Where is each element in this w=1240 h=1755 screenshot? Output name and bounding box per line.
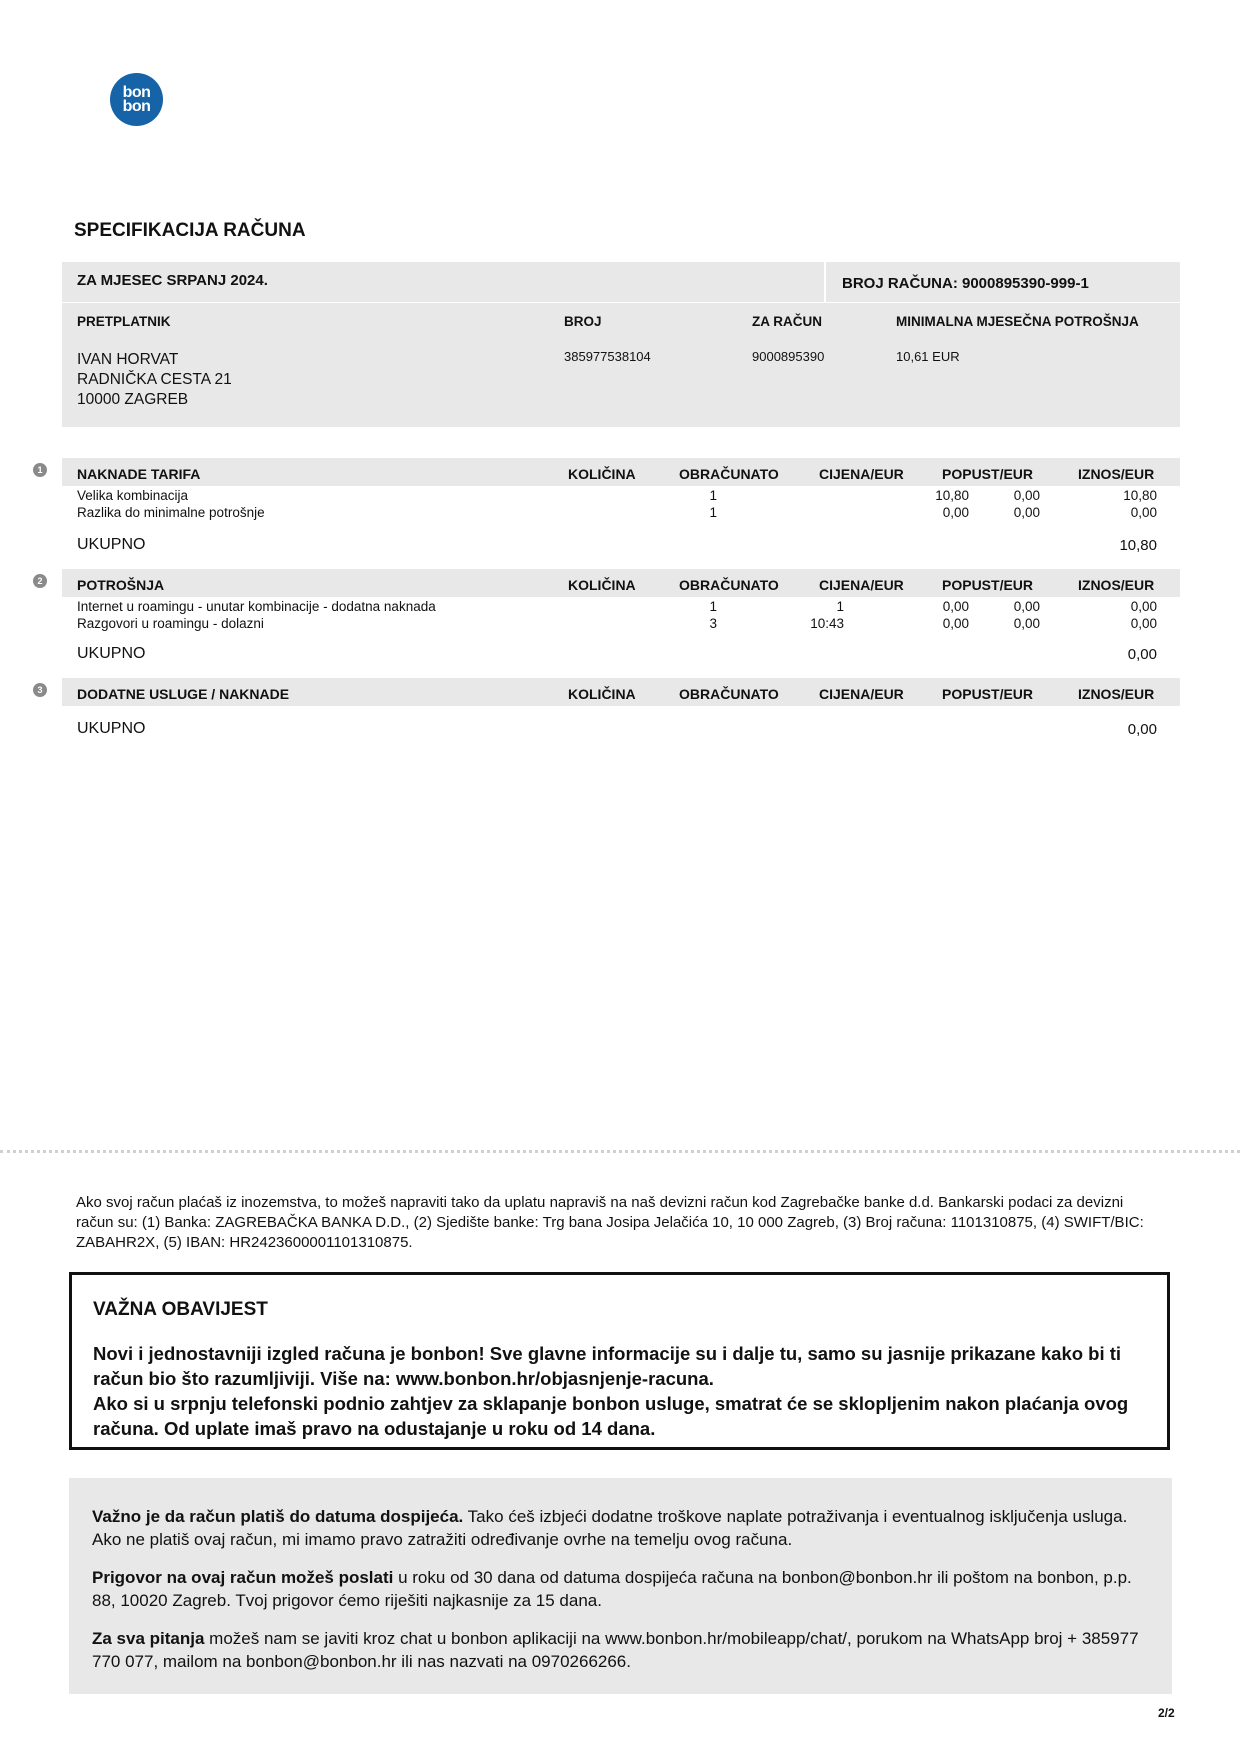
item-price: 0,00 [942,616,969,631]
account-number: 9000895390 [752,349,825,364]
contact-paragraph [92,1627,1152,1673]
due-date-paragraph [92,1505,1152,1551]
invoice-number-cell [824,262,1182,302]
table-row [62,505,1180,522]
min-spend-header: MINIMALNA MJESEČNA POTROŠNJA [896,314,1139,329]
col-qty-header: KOLIČINA [568,686,636,702]
bonbon-logo [110,73,163,126]
section-title: POTROŠNJA [77,577,165,593]
complaint-paragraph [92,1566,1152,1612]
section-title: DODATNE USLUGE / NAKNADE [77,686,290,702]
subscriber-header: PRETPLATNIK [77,314,171,329]
item-amount: 0,00 [1130,599,1157,614]
table-row [62,616,1180,633]
billing-month: ZA MJESEC SRPANJ 2024. [77,272,268,289]
item-qty: 3 [709,616,717,631]
logo-line-2: bon [122,97,151,115]
col-billed-header: OBRAČUNATO [679,466,779,482]
section-3-number-icon: 3 [33,683,47,697]
col-billed-header: OBRAČUNATO [679,577,779,593]
total-label: UKUPNO [77,645,146,662]
col-price-header: CIJENA/EUR [819,577,904,593]
item-discount: 0,00 [1013,505,1040,520]
complaint-text: u roku od 30 dana od datuma dospijeća računa na bonbon@bonbon.hr ili poštom na bonbon, p.p. 88, 10020 Zagreb. Tvoj prigovor ćemo riješiti najkasnije za 15 dana. [92,1568,1132,1610]
item-discount: 0,00 [1013,599,1040,614]
foreign-payment-info: Ako svoj račun plaćaš iz inozemstva, to možeš napraviti tako da uplatu napraviš na naš devizni račun kod Zagrebačke banke d.d. Bankarski podaci za devizni račun su: (1) Banka: ZAGREBAČKA BANKA D.D., (2) Sjedište banke: Trg bana Josipa Jelačića 10, 10 000 Zagreb, (3) Broj računa: 1101310875, (4) SWIFT/BIC: ZABAHR2X, (5) IBAN: HR2423600001101310875. [76,1194,1144,1251]
subscriber-street: RADNIČKA CESTA 21 [77,371,232,388]
item-billed: 1 [836,599,844,614]
phone-number: 385977538104 [564,349,651,364]
total-value: 0,00 [1127,721,1157,738]
col-price-header: CIJENA/EUR [819,466,904,482]
invoice-number: BROJ RAČUNA: 9000895390-999-1 [842,275,1089,292]
due-date-text: Tako ćeš izbjeći dodatne troškove naplate potraživanja i eventualnog isključenja usluga. Ako ne platiš ovaj račun, mi imamo pravo zatražiti određivanje ovrhe na temelju ovog računa. [92,1507,1128,1549]
col-amount-header: IZNOS/EUR [1078,577,1155,593]
section-2-total [62,645,1180,667]
item-name: Razgovori u roamingu - dolazni [77,616,264,631]
total-label: UKUPNO [77,720,146,737]
page-number: 2/2 [1158,1706,1175,1720]
item-amount: 0,00 [1130,616,1157,631]
item-name: Razlika do minimalne potrošnje [77,505,265,520]
col-qty-header: KOLIČINA [568,577,636,593]
total-value: 0,00 [1127,646,1157,663]
page-title: SPECIFIKACIJA RAČUNA [74,220,306,241]
notice-body [93,1341,1143,1441]
total-label: UKUPNO [77,536,146,553]
logo-line-1: bon [122,83,151,101]
section-1-header [62,458,1180,486]
item-amount: 10,80 [1123,488,1157,503]
item-price: 0,00 [942,599,969,614]
item-name: Velika kombinacija [77,488,189,503]
col-discount-header: POPUST/EUR [942,577,1034,593]
info-header-row [62,262,1180,303]
col-amount-header: IZNOS/EUR [1078,686,1155,702]
item-name: Internet u roamingu - unutar kombinacije - dodatna naknada [77,599,436,614]
table-row [62,488,1180,505]
table-row [62,599,1180,616]
section-1-total [62,536,1180,558]
dotted-divider [0,1150,1240,1153]
item-discount: 0,00 [1013,488,1040,503]
item-qty: 1 [709,505,717,520]
notice-paragraph-2: Ako si u srpnju telefonski podnio zahtjev za sklapanje bonbon usluge, smatrat će se sklopljenim nakon plaćanja ovog računa. Od uplate imaš pravo na odustajanje u roku od 14 dana. [93,1393,1129,1439]
contact-text: možeš nam se javiti kroz chat u bonbon aplikaciji na www.bonbon.hr/mobileapp/chat/, porukom na WhatsApp broj + 385977 770 077, mailom na bonbon@bonbon.hr ili nas nazvati na 0970266266. [92,1629,1139,1671]
item-price: 0,00 [942,505,969,520]
item-qty: 1 [709,599,717,614]
contact-bold: Za sva pitanja [92,1629,205,1648]
number-header: BROJ [564,314,602,329]
col-amount-header: IZNOS/EUR [1078,466,1155,482]
min-spend-value: 10,61 EUR [896,349,960,364]
item-amount: 0,00 [1130,505,1157,520]
col-price-header: CIJENA/EUR [819,686,904,702]
item-price: 10,80 [935,488,969,503]
due-date-bold: Važno je da račun platiš do datuma dospijeća. [92,1507,464,1526]
subscriber-name: IVAN HORVAT [77,351,179,368]
notice-paragraph-1: Novi i jednostavniji izgled računa je bonbon! Sve glavne informacije su i dalje tu, samo su jasnije prikazane kako bi ti račun bio što razumljiviji. Više na: www.bonbon.hr/objasnjenje-racuna. [93,1343,1122,1389]
col-discount-header: POPUST/EUR [942,466,1034,482]
section-2-number-icon: 2 [33,574,47,588]
important-notice [69,1272,1170,1450]
total-value: 10,80 [1119,537,1157,554]
section-2-header [62,569,1180,597]
legal-info [69,1478,1172,1694]
section-title: NAKNADE TARIFA [77,466,201,482]
item-discount: 0,00 [1013,616,1040,631]
item-qty: 1 [709,488,717,503]
col-qty-header: KOLIČINA [568,466,636,482]
subscriber-address [77,350,232,410]
subscriber-city: 10000 ZAGREB [77,391,189,408]
section-3-header [62,678,1180,706]
section-3-total [62,720,1180,742]
notice-title: VAŽNA OBAVIJEST [93,1299,268,1320]
for-invoice-header: ZA RAČUN [752,314,822,329]
col-discount-header: POPUST/EUR [942,686,1034,702]
col-billed-header: OBRAČUNATO [679,686,779,702]
complaint-bold: Prigovor na ovaj račun možeš poslati [92,1568,394,1587]
item-billed: 10:43 [810,616,844,631]
section-1-number-icon: 1 [33,463,47,477]
invoice-info [62,262,1180,427]
